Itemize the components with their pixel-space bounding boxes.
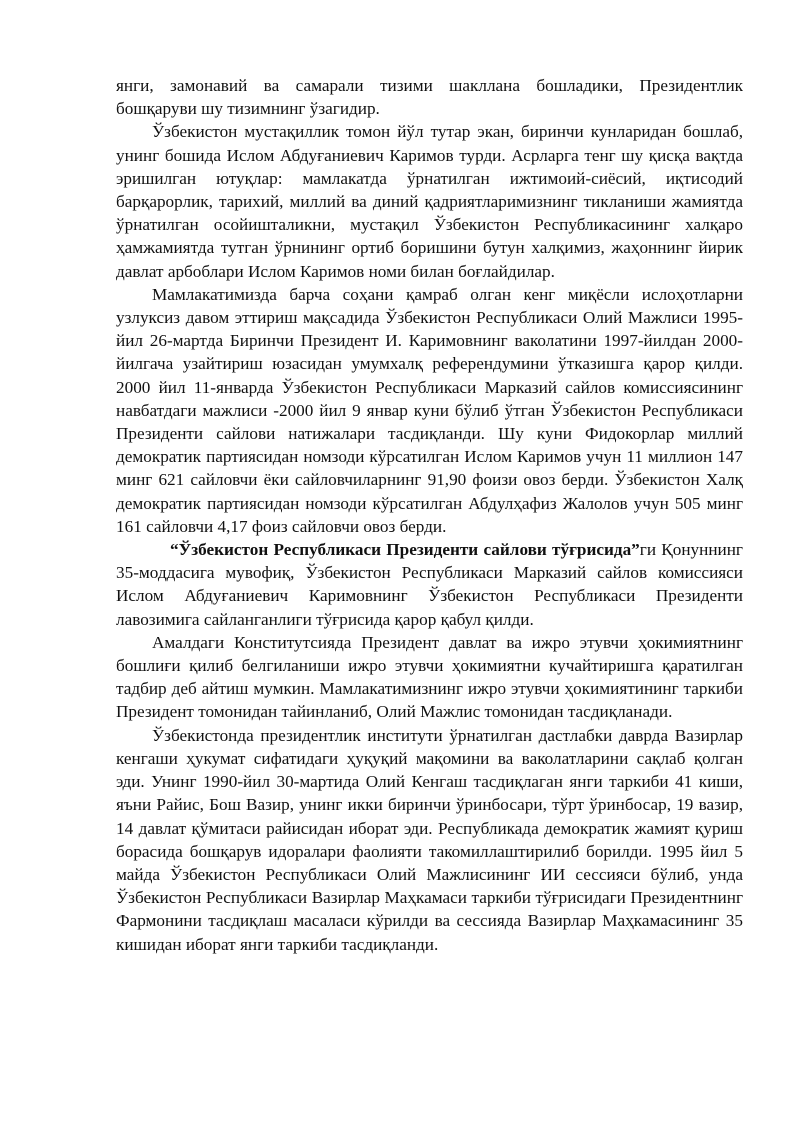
paragraph-1: янги, замонавий ва самарали тизими шакллана бошладики, Президентлик бошқаруви шу тизимнинг ўзагидир. [116,76,743,119]
paragraph-4-text: ги Қонуннинг 35-моддасига мувофиқ, Ўзбекистон Республикаси Марказий сайлов комиссияси Ислом Абдуғаниевич Каримовнинг Ўзбекистон Республикаси Президенти лавозимига сайланганлиги тўғрисида қарор қабул қилди. [116,540,743,629]
paragraph-4 [116,538,743,631]
paragraph-6: Ўзбекистонда президентлик институти ўрнатилган дастлабки даврда Вазирлар кенгаши ҳукумат сифатидаги ҳуқуқий мақомини ва ваколатларини сақлаб қолган эди. Унинг 1990-йил 30-мартида Олий Кенгаш тасдиқлаган янги таркиби 41 киши, яъни Райис, Бош Вазир, унинг икки биринчи ўринбосари, тўрт ўринбосар, 19 вазир, 14 давлат қўмитаси райисидан иборат эди. Республикада демократик жамият қуриш борасида бошқарув идоралари фаолияти такомиллаштирилиб борилди. 1995 йил 5 майда Ўзбекистон Республикаси Олий Мажлисининг ИИ сессияси бўлиб, унда Ўзбекистон Республикаси Вазирлар Маҳкамаси таркиби тўғрисидаги Президентнинг Фармонини тасдиқлаш масаласи кўрилди ва сессияда Вазирлар Маҳкамасининг 35 кишидан иборат янги таркиби тасдиқланди. [116,725,743,954]
document-page [116,74,743,956]
paragraph-3: Мамлакатимизда барча соҳани қамраб олган кенг миқёсли ислоҳотларни узлуксиз давом эттириш мақсадида Ўзбекистон Республикаси Олий Мажлиси 1995-йил 26-мартда Биринчи Президент И. Каримовнинг ваколатини 1997-йилдан 2000-йилгача узайтириш юзасидан умумхалқ референдумини ўтказишга қарор қилди. 2000 йил 11-январда Ўзбекистон Республикаси Марказий сайлов комиссиясининг навбатдаги мажлиси -2000 йил 9 январ куни бўлиб ўтган Ўзбекистон Республикаси Президенти сайлови натижалари тасдиқланди. Шу куни Фидокорлар миллий демократик партиясидан номзоди кўрсатилган Ислом Каримов учун 11 миллион 147 минг 621 сайловчи ёки сайловчиларнинг 91,90 фоизи овоз берди. Ўзбекистон Халқ демократик партиясидан номзоди кўрсатилган Абдулҳафиз Жалолов учун 505 минг 161 сайловчи 4,17 фоиз сайловчи овоз берди. [116,284,743,536]
paragraph-5: Амалдаги Конститутсияда Президент давлат ва ижро этувчи ҳокимиятнинг бошлиғи қилиб белгиланиши ижро этувчи ҳокимиятни кучайтиришга қаратилган тадбир деб айтиш мумкин. Мамлакатимизнинг ижро этувчи ҳокимиятининг таркиби Президент томонидан тайинланиб, Олий Мажлис томонидан тасдиқланади. [116,632,743,722]
law-title: “Ўзбекистон Республикаси Президенти сайлови тўғрисида” [170,540,640,560]
paragraph-2: Ўзбекистон мустақиллик томон йўл тутар экан, биринчи кунларидан бошлаб, унинг бошида Ислом Абдуғаниевич Каримов турди. Асрларга тенг шу қисқа вақтда эришилган ютуқлар: мамлакатда ўрнатилган ижтимоий-сиёсий, иқтисодий барқарорлик, тарихий, миллий ва диний қадриятларимизнинг тикланиши жамиятда ўрнатилган осойишталикни, мустақил Ўзбекистон Республикасининг халқаро ҳамжамиятда тутган ўрнининг ортиб боришини бутун халқимиз, жаҳоннинг йирик давлат арбоблари Ислом Каримов номи билан боғлайдилар. [116,122,743,281]
